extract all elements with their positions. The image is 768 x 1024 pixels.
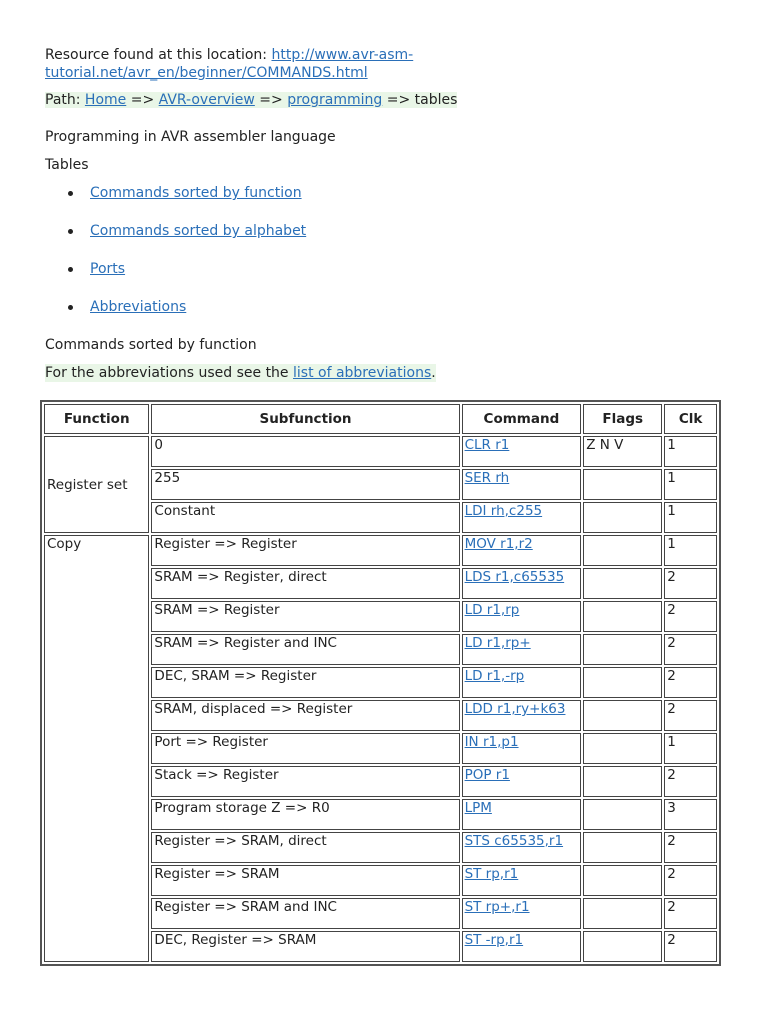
command-link[interactable]: SER rh xyxy=(464,470,510,486)
command-cell xyxy=(462,733,582,764)
command-link[interactable]: IN r1,p1 xyxy=(464,734,519,750)
clk-cell: 2 xyxy=(664,898,717,929)
subfunction-cell: Stack => Register xyxy=(151,766,459,797)
resource-label: Resource found at this location: xyxy=(45,47,272,63)
command-cell xyxy=(462,898,582,929)
flags-cell xyxy=(583,700,662,731)
subfunction-cell: DEC, Register => SRAM xyxy=(151,931,459,962)
command-cell xyxy=(462,502,582,533)
toc-link-commands-by-function[interactable]: Commands sorted by function xyxy=(90,185,302,201)
subfunction-cell: DEC, SRAM => Register xyxy=(151,667,459,698)
command-link[interactable]: ST rp+,r1 xyxy=(464,899,530,915)
breadcrumb-avr-overview-link[interactable]: AVR-overview xyxy=(158,92,255,108)
flags-cell: Z N V xyxy=(583,436,662,467)
command-cell xyxy=(462,436,582,467)
header-clk: Clk xyxy=(664,404,717,434)
table-of-contents xyxy=(45,184,725,336)
flags-cell xyxy=(583,799,662,830)
section-title: Tables xyxy=(45,157,89,173)
breadcrumb-current: tables xyxy=(414,92,458,108)
flags-cell xyxy=(583,502,662,533)
flags-cell xyxy=(583,568,662,599)
clk-cell: 2 xyxy=(664,667,717,698)
flags-cell xyxy=(583,634,662,665)
header-function: Function xyxy=(44,404,149,434)
subfunction-cell: Program storage Z => R0 xyxy=(151,799,459,830)
subfunction-cell: Register => Register xyxy=(151,535,459,566)
flags-cell xyxy=(583,469,662,500)
flags-cell xyxy=(583,898,662,929)
clk-cell: 2 xyxy=(664,931,717,962)
command-link[interactable]: ST -rp,r1 xyxy=(464,932,524,948)
subfunction-cell: Register => SRAM and INC xyxy=(151,898,459,929)
clk-cell: 2 xyxy=(664,832,717,863)
clk-cell: 1 xyxy=(664,535,717,566)
command-link[interactable]: LDI rh,c255 xyxy=(464,503,543,519)
clk-cell: 2 xyxy=(664,568,717,599)
toc-link-ports[interactable]: Ports xyxy=(90,261,126,277)
toc-item xyxy=(90,298,725,336)
breadcrumb-home-link[interactable]: Home xyxy=(84,92,127,108)
command-link[interactable]: LPM xyxy=(464,800,492,816)
command-cell xyxy=(462,865,582,896)
function-cell: Copy xyxy=(44,535,149,962)
toc-link-commands-by-alphabet[interactable]: Commands sorted by alphabet xyxy=(90,223,307,239)
table-row xyxy=(44,436,717,467)
header-subfunction: Subfunction xyxy=(151,404,459,434)
sorted-heading: Commands sorted by function xyxy=(45,337,257,353)
command-link[interactable]: LD r1,-rp xyxy=(464,668,525,684)
abbreviation-note-text: For the abbreviations used see the xyxy=(45,365,293,381)
toc-link-abbreviations[interactable]: Abbreviations xyxy=(90,299,187,315)
subfunction-cell: SRAM => Register xyxy=(151,601,459,632)
command-link[interactable]: ST rp,r1 xyxy=(464,866,519,882)
clk-cell: 3 xyxy=(664,799,717,830)
command-cell xyxy=(462,799,582,830)
subfunction-cell: Register => SRAM, direct xyxy=(151,832,459,863)
breadcrumb-separator: => xyxy=(254,92,288,108)
flags-cell xyxy=(583,667,662,698)
command-cell xyxy=(462,634,582,665)
clk-cell: 2 xyxy=(664,634,717,665)
subfunction-cell: SRAM, displaced => Register xyxy=(151,700,459,731)
clk-cell: 2 xyxy=(664,601,717,632)
breadcrumb-separator: => xyxy=(382,92,415,108)
resource-url-link[interactable]: http://www.avr-asm-tutorial.net/avr_en/beginner/COMMANDS.html xyxy=(45,47,414,81)
command-link[interactable]: LD r1,rp+ xyxy=(464,635,531,651)
clk-cell: 2 xyxy=(664,700,717,731)
command-link[interactable]: STS c65535,r1 xyxy=(464,833,564,849)
command-link[interactable]: CLR r1 xyxy=(464,437,510,453)
subfunction-cell: SRAM => Register, direct xyxy=(151,568,459,599)
command-cell xyxy=(462,931,582,962)
command-link[interactable]: LD r1,rp xyxy=(464,602,520,618)
breadcrumb-separator: => xyxy=(126,92,159,108)
abbreviation-note xyxy=(45,364,436,382)
command-cell xyxy=(462,700,582,731)
resource-line xyxy=(45,46,465,82)
page-subtitle: Programming in AVR assembler language xyxy=(45,129,336,145)
flags-cell xyxy=(583,766,662,797)
subfunction-cell: Constant xyxy=(151,502,459,533)
subfunction-cell: Register => SRAM xyxy=(151,865,459,896)
breadcrumb-programming-link[interactable]: programming xyxy=(287,92,383,108)
command-link[interactable]: POP r1 xyxy=(464,767,510,783)
clk-cell: 2 xyxy=(664,766,717,797)
breadcrumb xyxy=(45,92,457,108)
command-cell xyxy=(462,469,582,500)
commands-table xyxy=(40,400,721,966)
breadcrumb-label: Path: xyxy=(45,92,85,108)
command-cell xyxy=(462,667,582,698)
subfunction-cell: Port => Register xyxy=(151,733,459,764)
toc-item xyxy=(90,184,725,222)
command-cell xyxy=(462,601,582,632)
flags-cell xyxy=(583,601,662,632)
flags-cell xyxy=(583,931,662,962)
header-command: Command xyxy=(462,404,582,434)
clk-cell: 1 xyxy=(664,469,717,500)
flags-cell xyxy=(583,832,662,863)
abbreviation-note-end: . xyxy=(431,365,436,381)
command-link[interactable]: LDS r1,c65535 xyxy=(464,569,565,585)
command-cell xyxy=(462,568,582,599)
table-header-row xyxy=(44,404,717,434)
clk-cell: 1 xyxy=(664,436,717,467)
subfunction-cell: 255 xyxy=(151,469,459,500)
command-link[interactable]: LDD r1,ry+k63 xyxy=(464,701,566,717)
subfunction-cell: 0 xyxy=(151,436,459,467)
flags-cell xyxy=(583,865,662,896)
header-flags: Flags xyxy=(583,404,662,434)
clk-cell: 1 xyxy=(664,733,717,764)
command-link[interactable]: MOV r1,r2 xyxy=(464,536,533,552)
table-row xyxy=(44,535,717,566)
subfunction-cell: SRAM => Register and INC xyxy=(151,634,459,665)
toc-item xyxy=(90,260,725,298)
abbreviation-list-link[interactable]: list of abbreviations xyxy=(293,365,432,381)
clk-cell: 1 xyxy=(664,502,717,533)
clk-cell: 2 xyxy=(664,865,717,896)
flags-cell xyxy=(583,535,662,566)
flags-cell xyxy=(583,733,662,764)
command-cell xyxy=(462,766,582,797)
function-cell: Register set xyxy=(44,436,149,533)
command-cell xyxy=(462,535,582,566)
page-content xyxy=(45,46,725,394)
toc-item xyxy=(90,222,725,260)
table-body xyxy=(44,436,717,962)
command-cell xyxy=(462,832,582,863)
